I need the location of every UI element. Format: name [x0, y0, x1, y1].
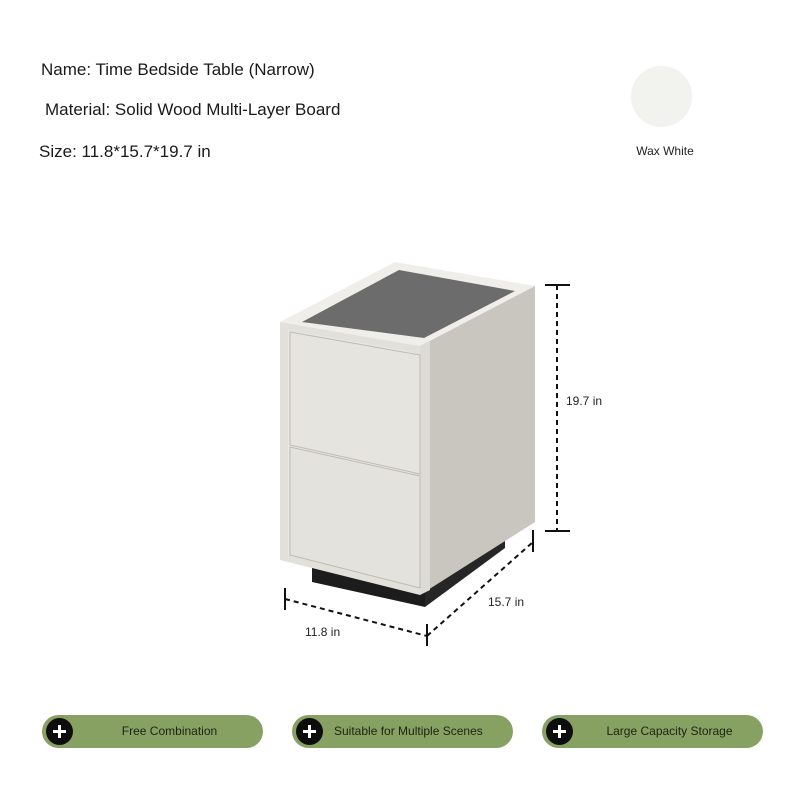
width-label: 11.8 in	[305, 625, 341, 639]
feature-label: Large Capacity Storage	[606, 724, 733, 738]
feature-label: Free Combination	[121, 724, 218, 738]
plus-circle-icon	[46, 718, 73, 745]
feature-multiple-scenes[interactable]	[292, 715, 513, 748]
plus-circle-icon	[546, 718, 573, 745]
product-size: Size: 11.8*15.7*19.7 in	[39, 142, 211, 161]
feature-large-storage[interactable]	[542, 715, 763, 748]
product-material: Material: Solid Wood Multi-Layer Board	[45, 100, 341, 119]
plus-circle-icon	[296, 718, 323, 745]
feature-free-combination[interactable]	[42, 715, 263, 748]
depth-label: 15.7 in	[488, 595, 525, 609]
color-swatch-label: Wax White	[636, 144, 694, 158]
feature-label: Suitable for Multiple Scenes	[334, 724, 483, 738]
product-name: Name: Time Bedside Table (Narrow)	[41, 60, 315, 79]
height-dimension-line	[545, 285, 570, 531]
height-label: 19.7 in	[566, 394, 603, 408]
